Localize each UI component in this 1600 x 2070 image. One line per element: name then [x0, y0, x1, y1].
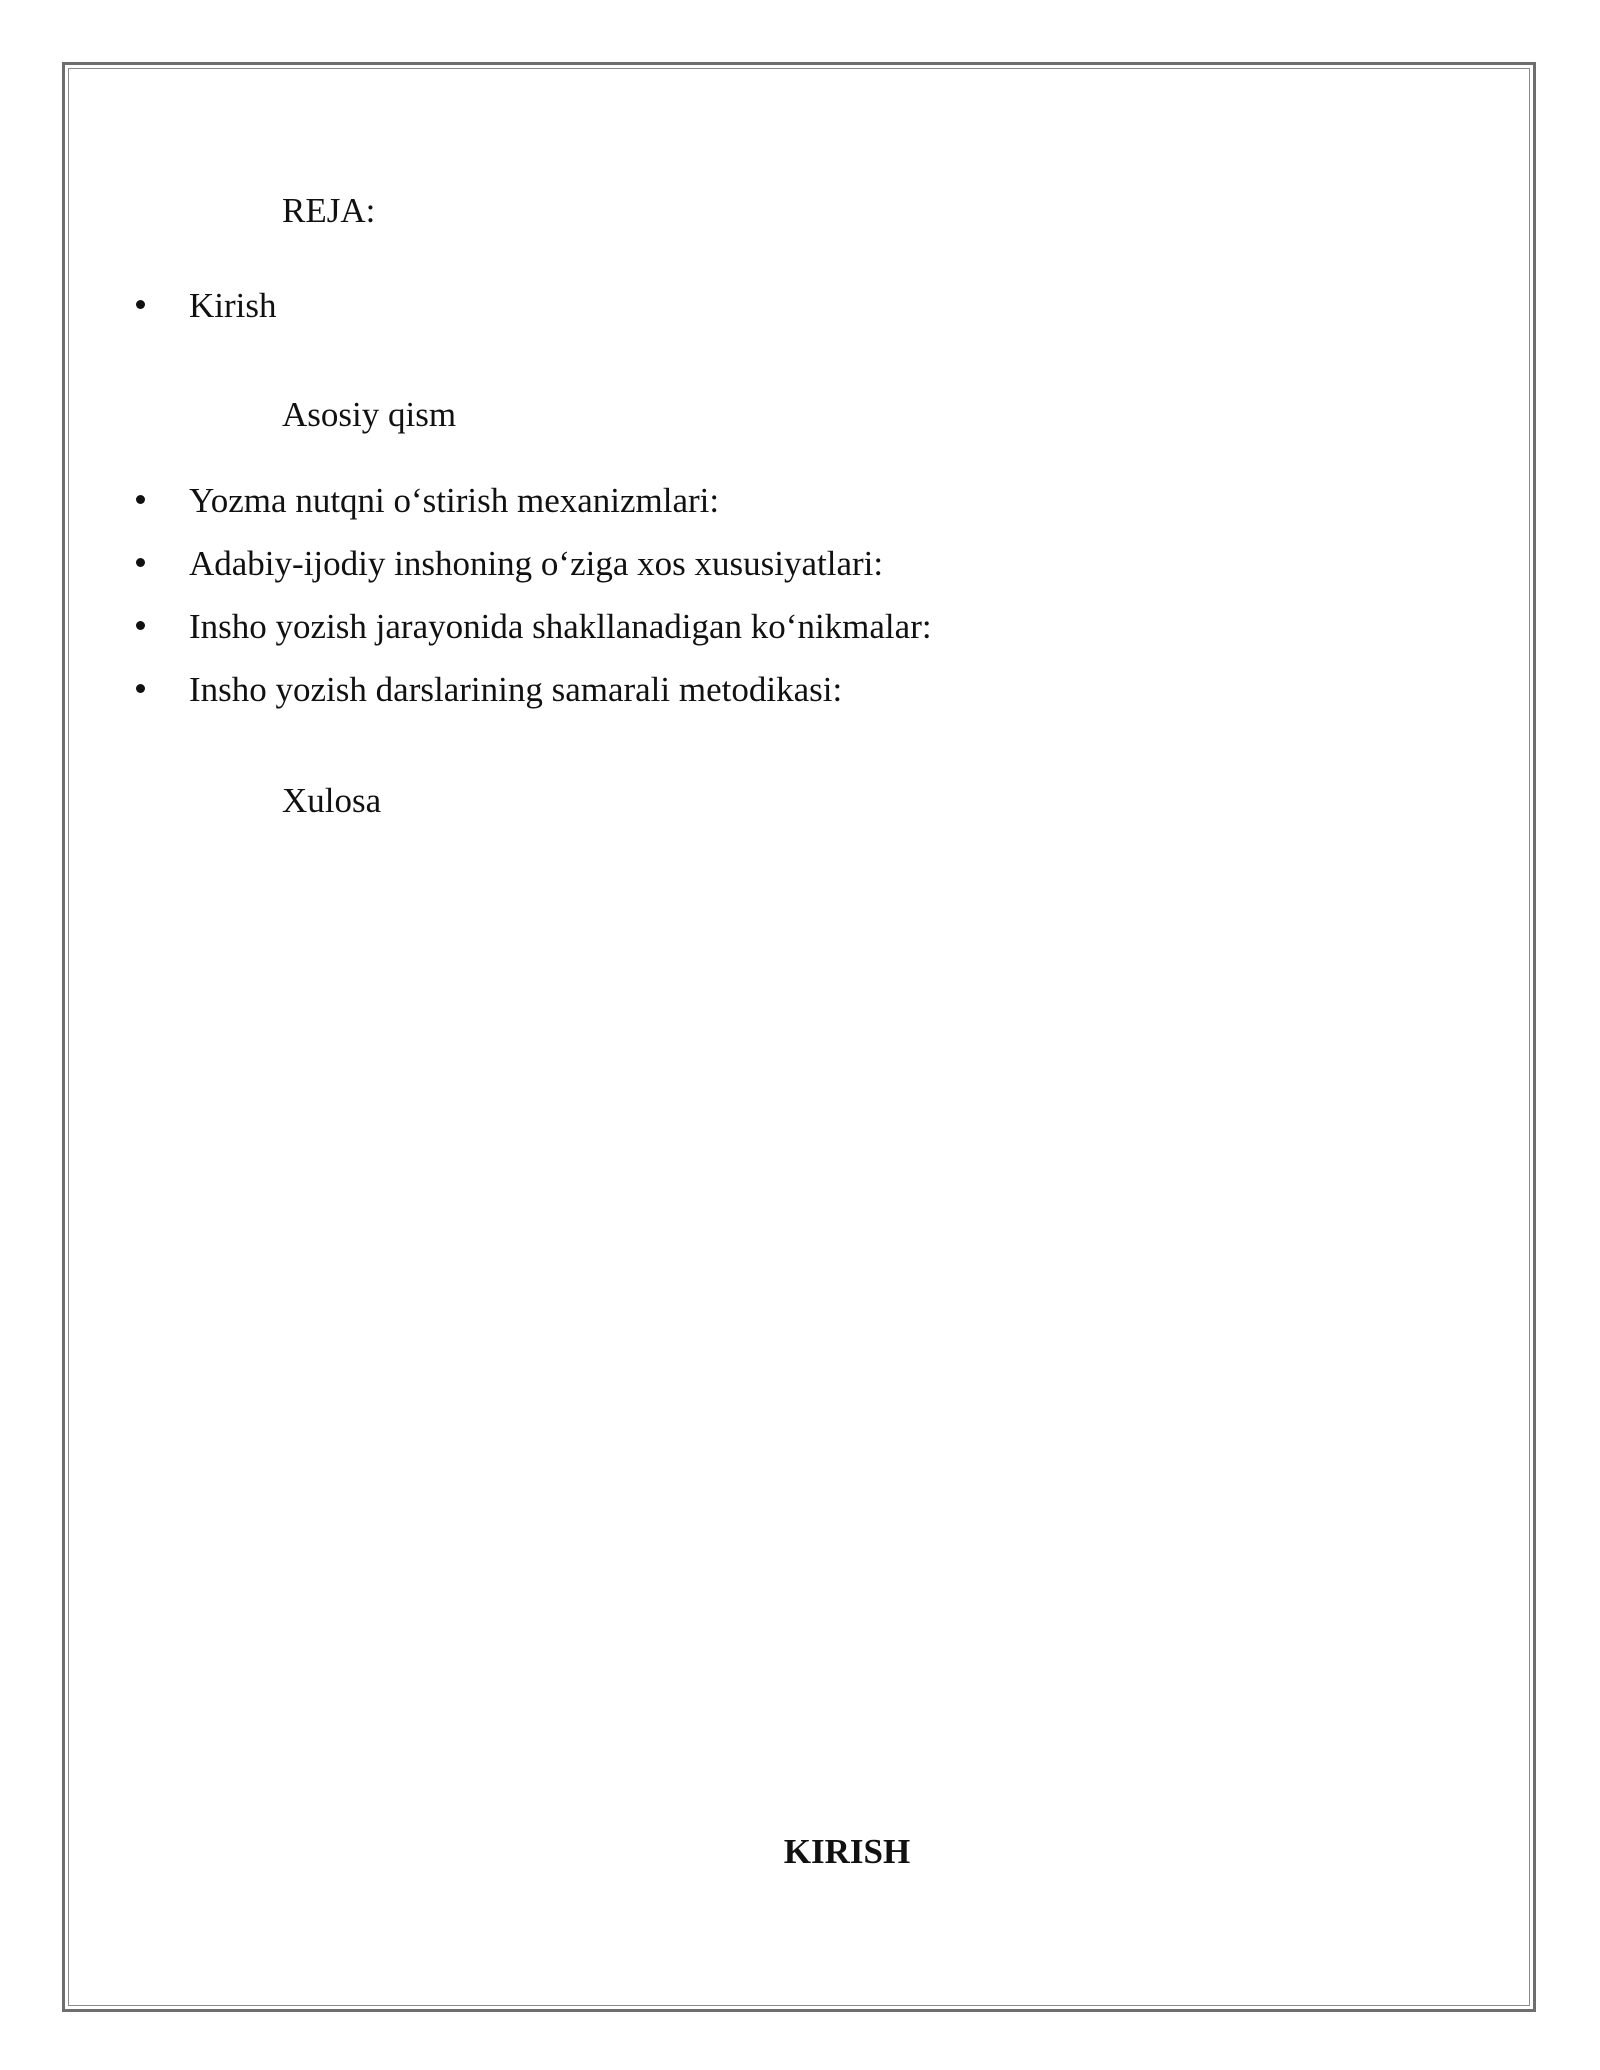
list-item-label: Adabiy-ijodiy inshoning o‘ziga xos xususiyatlari: [189, 544, 884, 583]
bullet-icon [136, 684, 145, 693]
bullet-icon [136, 621, 145, 630]
plan-heading: REJA: [282, 191, 376, 230]
list-item-label: Yozma nutqni o‘stirish mexanizmlari: [189, 481, 720, 520]
conclusion-label: Xulosa [282, 781, 382, 820]
list-item [136, 670, 843, 709]
bullet-icon [136, 558, 145, 567]
page-border-inner [68, 68, 1530, 2006]
bullet-icon [136, 495, 145, 504]
page-border [62, 62, 1536, 2012]
list-item [136, 481, 720, 520]
list-item-label: Insho yozish jarayonida shakllanadigan ko‘nikmalar: [189, 607, 932, 646]
list-item [136, 544, 884, 583]
section-heading: KIRISH [783, 1832, 911, 1871]
bullet-icon [136, 300, 145, 309]
list-item-label: Insho yozish darslarining samarali metodikasi: [189, 670, 843, 709]
list-item-intro [136, 286, 277, 325]
list-item [136, 607, 932, 646]
list-item-label: Kirish [189, 286, 277, 325]
main-part-label: Asosiy qism [282, 395, 457, 434]
